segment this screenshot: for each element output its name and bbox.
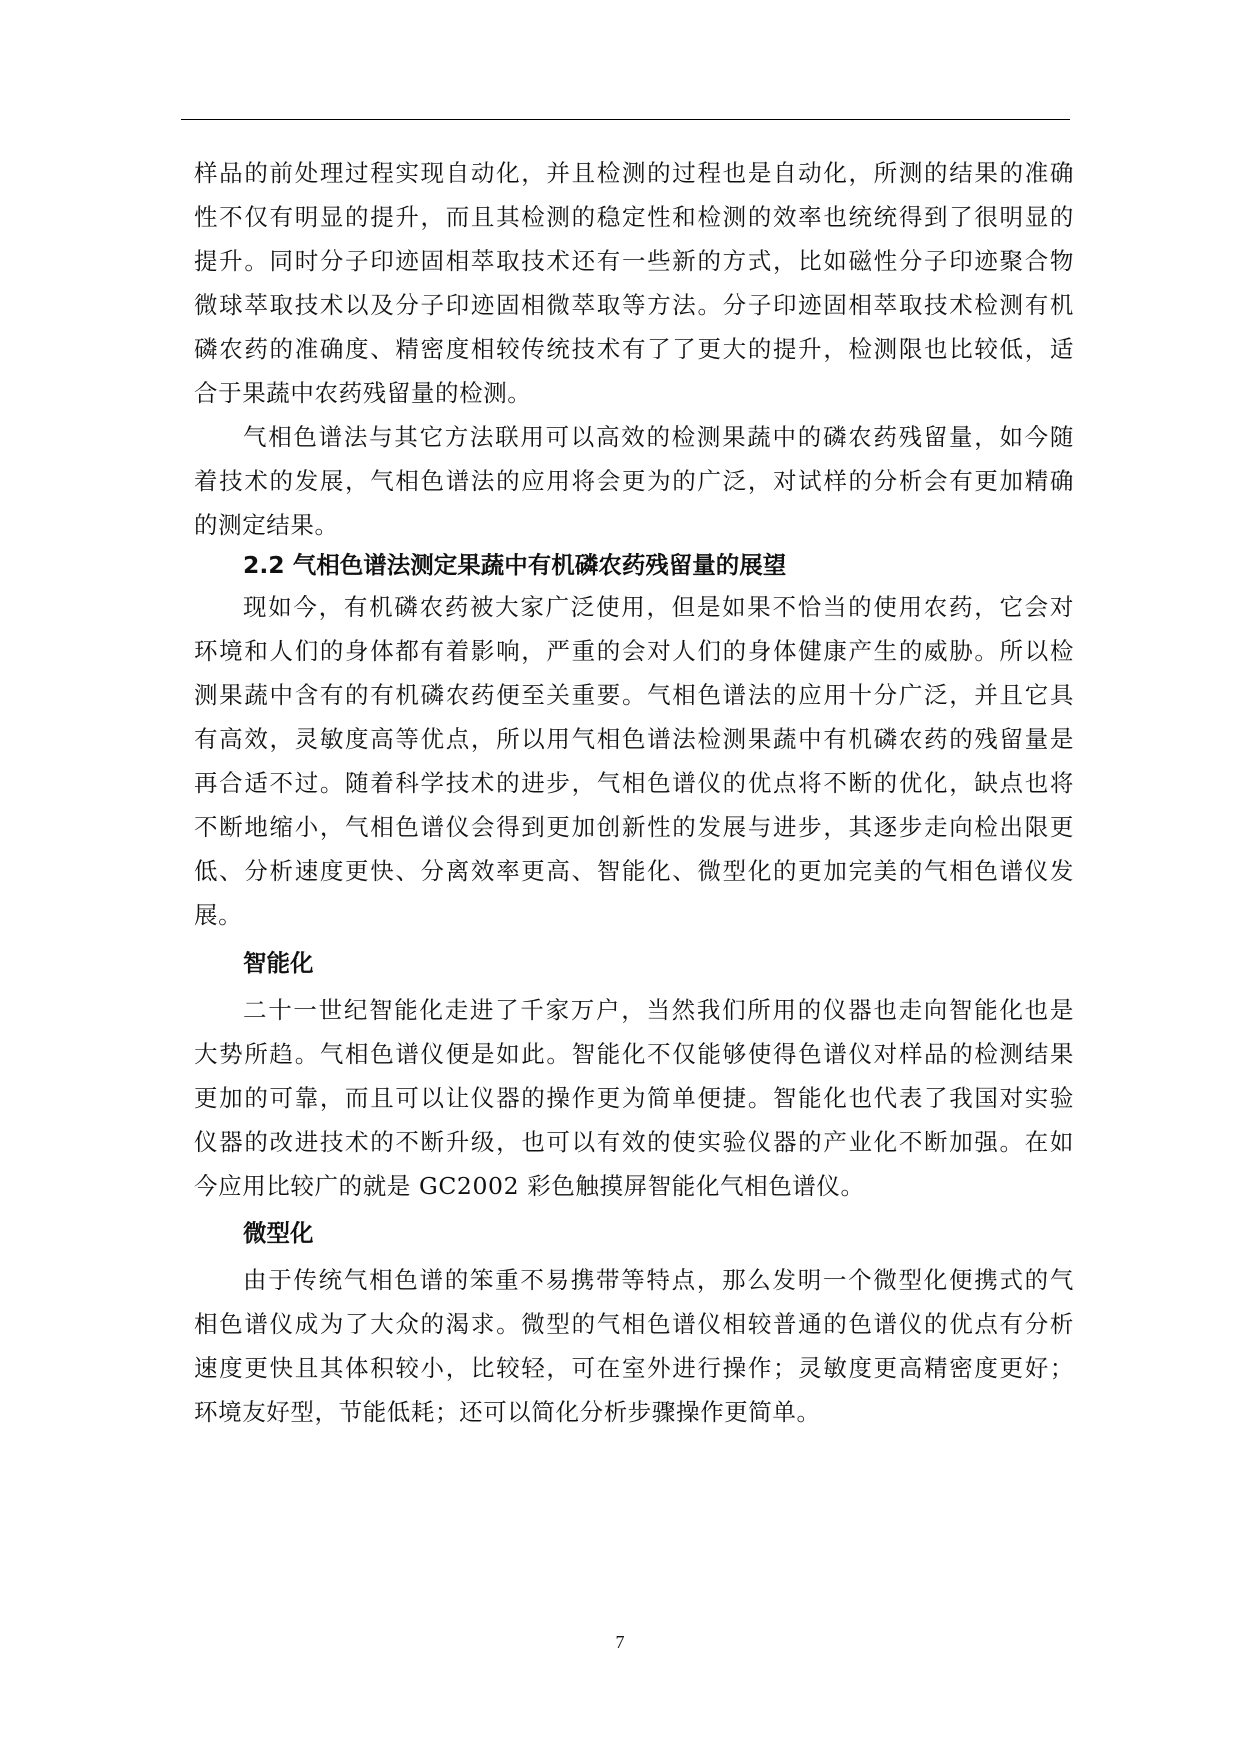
section-heading-2-2: 2.2 气相色谱法测定果蔬中有机磷农药残留量的展望 xyxy=(243,551,787,579)
text-line: 二十一世纪智能化走进了千家万户，当然我们所用的仪器也走向智能化也是 xyxy=(243,996,1074,1024)
text-line: 磷农药的准确度、精密度相较传统技术有了了更大的提升，检测限也比较低，适 xyxy=(194,335,1074,363)
text-line: 今应用比较广的就是 GC2002 彩色触摸屏智能化气相色谱仪。 xyxy=(194,1172,865,1200)
text-line: 相色谱仪成为了大众的渴求。微型的气相色谱仪相较普通的色谱仪的优点有分析 xyxy=(194,1310,1074,1338)
text-line: 合于果蔬中农药残留量的检测。 xyxy=(194,379,532,407)
text-line: 有高效，灵敏度高等优点，所以用气相色谱法检测果蔬中有机磷农药的残留量是 xyxy=(194,725,1074,753)
text-line: 速度更快且其体积较小，比较轻，可在室外进行操作；灵敏度更高精密度更好； xyxy=(194,1354,1074,1382)
text-line: 由于传统气相色谱的笨重不易携带等特点，那么发明一个微型化便携式的气 xyxy=(243,1266,1074,1294)
page-number: 7 xyxy=(615,1632,625,1652)
text-line: 仪器的改进技术的不断升级，也可以有效的使实验仪器的产业化不断加强。在如 xyxy=(194,1128,1074,1156)
text-line: 现如今，有机磷农药被大家广泛使用，但是如果不恰当的使用农药，它会对 xyxy=(243,593,1074,621)
text-line: 更加的可靠，而且可以让仪器的操作更为简单便捷。智能化也代表了我国对实验 xyxy=(194,1084,1074,1112)
text-line: 环境友好型，节能低耗；还可以简化分析步骤操作更简单。 xyxy=(194,1398,821,1426)
text-line: 低、分析速度更快、分离效率更高、智能化、微型化的更加完美的气相色谱仪发 xyxy=(194,857,1074,885)
text-line: 展。 xyxy=(194,901,243,929)
text-line: 大势所趋。气相色谱仪便是如此。智能化不仅能够使得色谱仪对样品的检测结果 xyxy=(194,1040,1074,1068)
text-line: 气相色谱法与其它方法联用可以高效的检测果蔬中的磷农药残留量，如今随 xyxy=(243,423,1074,451)
text-line: 着技术的发展，气相色谱法的应用将会更为的广泛，对试样的分析会有更加精确 xyxy=(194,467,1074,495)
text-line: 微球萃取技术以及分子印迹固相微萃取等方法。分子印迹固相萃取技术检测有机 xyxy=(194,291,1074,319)
text-line: 再合适不过。随着科学技术的进步，气相色谱仪的优点将不断的优化，缺点也将 xyxy=(194,769,1074,797)
text-line: 样品的前处理过程实现自动化，并且检测的过程也是自动化，所测的结果的准确 xyxy=(194,159,1074,187)
text-line: 环境和人们的身体都有着影响，严重的会对人们的身体健康产生的威胁。所以检 xyxy=(194,637,1074,665)
text-line: 提升。同时分子印迹固相萃取技术还有一些新的方式，比如磁性分子印迹聚合物 xyxy=(194,247,1074,275)
subheading-intelligent: 智能化 xyxy=(243,949,314,977)
text-line: 性不仅有明显的提升，而且其检测的稳定性和检测的效率也统统得到了很明显的 xyxy=(194,203,1074,231)
header-rule xyxy=(181,119,1070,120)
text-line: 测果蔬中含有的有机磷农药便至关重要。气相色谱法的应用十分广泛，并且它具 xyxy=(194,681,1074,709)
subheading-miniaturization: 微型化 xyxy=(243,1219,314,1247)
text-line: 不断地缩小，气相色谱仪会得到更加创新性的发展与进步，其逐步走向检出限更 xyxy=(194,813,1074,841)
text-line: 的测定结果。 xyxy=(194,511,339,539)
